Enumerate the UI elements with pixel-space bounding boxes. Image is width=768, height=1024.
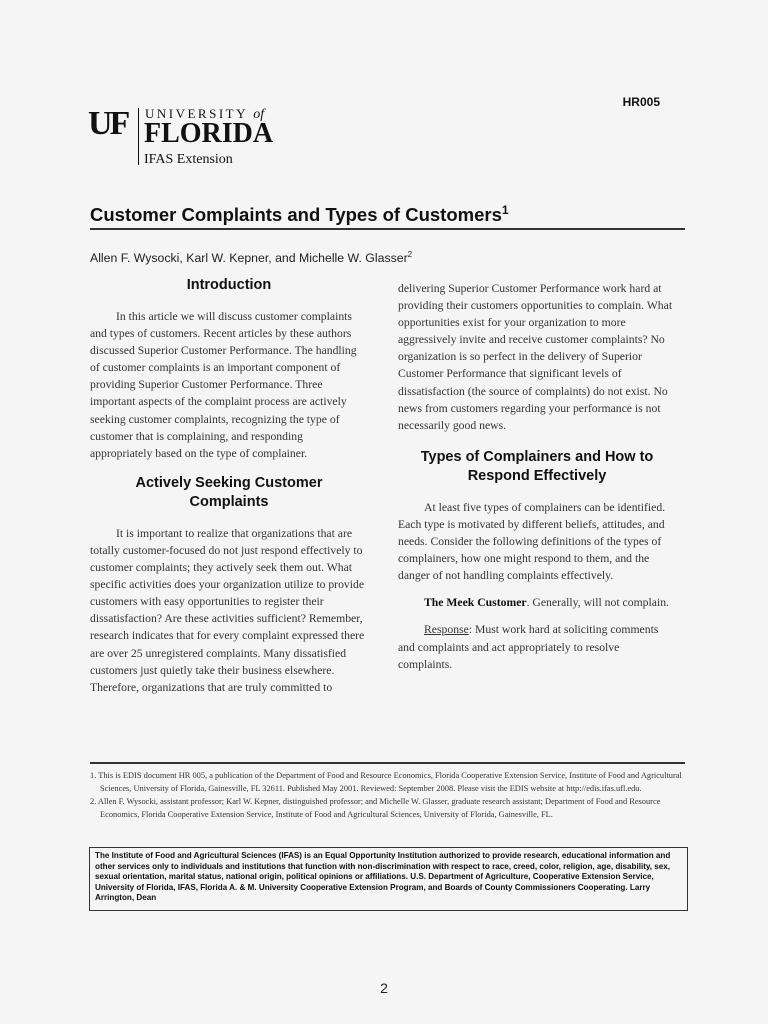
footnote-1: 1. This is EDIS document HR 005, a publication of the Department of Food and Resource Economics, Florida Cooperative Extension Service, Institute of Food and Agricultural Sciences, University of Florida, Gainesville, FL 32611. Published May 2001. Reviewed: September 2008. Please visit the EDIS website at http://edis.ifas.ufl.edu.	[90, 771, 682, 793]
types-of-complainers-heading: Types of Complainers and How to Respond Effectively	[420, 448, 654, 484]
logo-divider	[138, 108, 139, 165]
logo-university-text: UNIVERSITY of	[145, 106, 265, 122]
equal-opportunity-statement: The Institute of Food and Agricultural Sciences (IFAS) is an Equal Opportunity Institution authorized to provide research, educational information and other services only to individuals and institutions that function with non-discrimination with respect to race, creed, color, religion, age, disability, sex, sexual orientation, marital status, national origin, political opinions or affiliations. U.S. Department of Agriculture, Cooperative Extension Service, University of Florida, IFAS, Florida A. & M. University Cooperative Extension Program, and Boards of County Commissioners Cooperating. Larry Arrington, Dean	[89, 847, 688, 911]
logo-uf-mark: UF	[88, 105, 128, 142]
right-column	[398, 280, 676, 673]
meek-customer-paragraph: The Meek Customer. Generally, will not complain.	[424, 596, 669, 610]
continued-paragraph: delivering Superior Customer Performance work hard at providing their customers opportunities to complain. What opportunities exist for your organization to more aggressively invite and receive customer complaints? No organization is so perfect in the delivery of Superior Customer Performance that significant levels of dissatisfaction (the source of complaints) do not exist. No news from customers regarding your performance is not necessarily good news.	[398, 282, 673, 432]
seeking-complaints-heading: Actively Seeking Customer Complaints	[135, 474, 323, 510]
response-term: Response	[424, 623, 469, 637]
document-id: HR005	[622, 95, 660, 109]
introduction-paragraph: In this article we will discuss customer complaints and types of customers. Recent articles by these authors discussed Superior Customer Performance. The handling of customer complaints is an important component of providing Superior Customer Performance. Three important aspects of the complaint process are actively seeking customer complaints, recognizing the type of customer that is complaining, and responding appropriately based on the type of complainer.	[90, 310, 357, 460]
authors-footnote-ref[interactable]: 2	[407, 250, 413, 259]
title-rule	[90, 228, 685, 230]
meek-customer-term: The Meek Customer	[424, 596, 527, 610]
page-number: 2	[380, 980, 388, 996]
footnote-rule	[90, 762, 685, 764]
footnotes	[90, 770, 685, 822]
title-footnote-ref[interactable]: 1	[501, 203, 509, 217]
response-paragraph: Response: Must work hard at soliciting comments and complaints and act appropriately to resolve complaints.	[398, 623, 659, 671]
left-column	[90, 276, 368, 696]
article-authors: Allen F. Wysocki, Karl W. Kepner, and Michelle W. Glasser$^2$	[90, 250, 413, 266]
introduction-heading: Introduction	[186, 277, 272, 293]
logo-ifas-text: IFAS Extension	[144, 152, 233, 167]
uf-ifas-logo	[88, 100, 308, 170]
types-paragraph: At least five types of complainers can be identified. Each type is motivated by different beliefs, attitudes, and needs. Consider the following definitions of the types of complainers, how one might respond to them, and the danger of not handling complaints effectively.	[398, 500, 666, 583]
footnote-2: 2. Allen F. Wysocki, assistant professor; Karl W. Kepner, distinguished professor; and Michelle W. Glasser, graduate research assistant; Department of Food and Resource Economics, Florida Cooperative Extension Service, Institute of Food and Agricultural Sciences, University of Florida, Gainesville, FL.	[90, 797, 661, 819]
logo-florida-text: FLORIDA	[144, 118, 274, 149]
article-title: Customer Complaints and Types of Customers$^1$	[90, 203, 509, 226]
seeking-complaints-paragraph: It is important to realize that organizations that are totally customer-focused do not just respond effectively to customer complaints; they actively seek them out. What specific activities does your organization utilize to provide customers with easy opportunities to register their dissatisfaction? Are these activities sufficient? Remember, research indicates that for every complaint expressed there are over 25 unregistered complaints. Many dissatisfied customers just quietly take their business elsewhere. Therefore, organizations that are truly committed to	[90, 526, 365, 694]
